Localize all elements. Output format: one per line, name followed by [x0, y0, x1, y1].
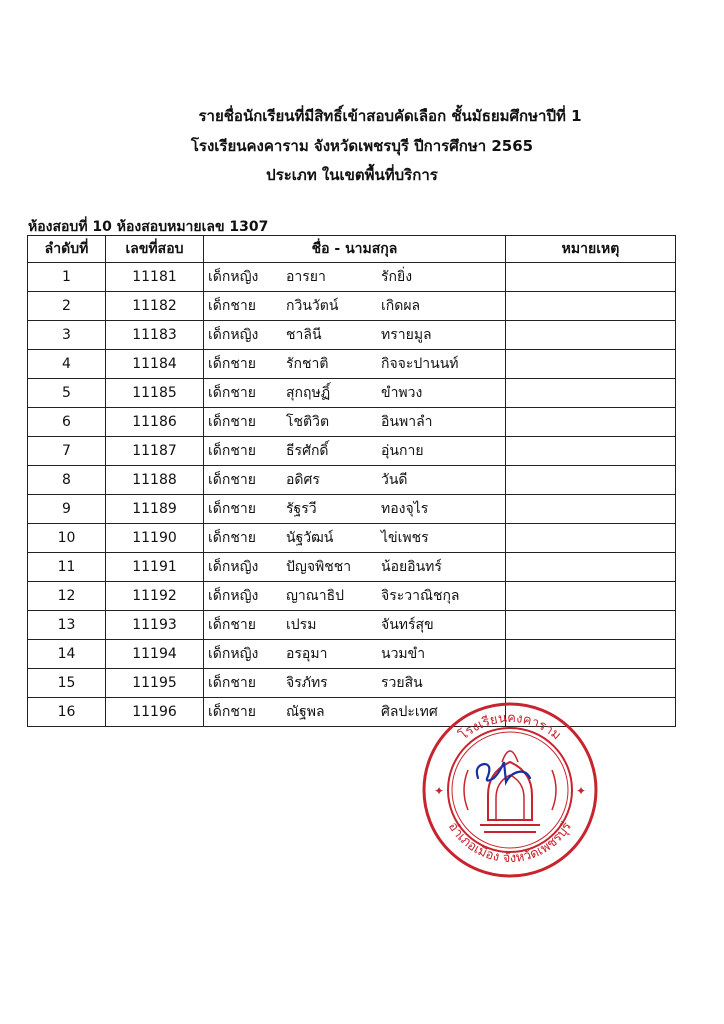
exam-id-cell: 11194 [106, 640, 204, 669]
exam-id-cell: 11181 [106, 263, 204, 292]
category-line: ประเภท ในเขตพื้นที่บริการ [266, 166, 438, 184]
name-prefix: เด็กชาย [208, 472, 256, 488]
name-cell [204, 611, 506, 640]
exam-id-cell: 11196 [106, 698, 204, 727]
remark-cell [506, 611, 676, 640]
name-prefix: เด็กชาย [208, 385, 256, 401]
name-cell [204, 379, 506, 408]
table-row [28, 263, 676, 292]
table-row [28, 466, 676, 495]
first-name: ปัญจพิชชา [286, 559, 352, 575]
order-cell: 9 [28, 495, 106, 524]
first-name: ญาณาธิป [286, 588, 345, 604]
table-row [28, 350, 676, 379]
first-name: อดิศร [286, 472, 320, 488]
name-prefix: เด็กหญิง [208, 588, 259, 604]
order-cell: 1 [28, 263, 106, 292]
name-cell [204, 350, 506, 379]
exam-id-cell: 11191 [106, 553, 204, 582]
table-row [28, 640, 676, 669]
last-name: น้อยอินทร์ [381, 559, 442, 575]
table-row [28, 524, 676, 553]
stamp-bottom-text: อำเภอเมือง จังหวัดเพชรบุรี [444, 819, 575, 867]
remark-cell [506, 495, 676, 524]
first-name: กวินวัตน์ [286, 298, 339, 314]
last-name: วันดี [381, 472, 408, 488]
name-prefix: เด็กหญิง [208, 559, 259, 575]
remark-cell [506, 437, 676, 466]
name-cell [204, 466, 506, 495]
name-prefix: เด็กหญิง [208, 269, 259, 285]
first-name: โชติวิต [286, 414, 330, 430]
name-prefix: เด็กชาย [208, 501, 256, 517]
table-row [28, 553, 676, 582]
first-name: เปรม [286, 617, 317, 633]
remark-cell [506, 321, 676, 350]
exam-id-cell: 11183 [106, 321, 204, 350]
name-cell [204, 437, 506, 466]
exam-id-cell: 11188 [106, 466, 204, 495]
exam-room-label: ห้องสอบที่ 10 ห้องสอบหมายเลข 1307 [28, 219, 269, 235]
name-prefix: เด็กหญิง [208, 646, 259, 662]
last-name: ขำพวง [381, 385, 423, 401]
table-row [28, 292, 676, 321]
name-cell [204, 582, 506, 611]
remark-cell [506, 582, 676, 611]
last-name: เกิดผล [381, 298, 421, 314]
exam-id-cell: 11182 [106, 292, 204, 321]
order-cell: 4 [28, 350, 106, 379]
first-name: นัฐวัฒน์ [286, 530, 334, 546]
remark-cell [506, 408, 676, 437]
remark-cell [506, 466, 676, 495]
order-cell: 10 [28, 524, 106, 553]
remark-cell [506, 669, 676, 698]
name-cell [204, 292, 506, 321]
last-name: รักยิ่ง [381, 269, 413, 285]
first-name: จิรภัทร [286, 675, 328, 691]
signature [470, 748, 540, 793]
remark-cell [506, 524, 676, 553]
last-name: จิระวาณิชกุล [381, 588, 460, 604]
table-row [28, 321, 676, 350]
first-name: อรอุมา [286, 646, 328, 662]
last-name: กิจจะปานนท์ [381, 356, 459, 372]
exam-id-cell: 11195 [106, 669, 204, 698]
last-name: รวยสิน [381, 675, 423, 691]
remark-cell [506, 640, 676, 669]
student-table [27, 235, 676, 727]
order-cell: 12 [28, 582, 106, 611]
first-name: รัฐรวี [286, 501, 317, 517]
exam-id-cell: 11187 [106, 437, 204, 466]
order-cell: 13 [28, 611, 106, 640]
first-name: ธีรศักดิ์ [286, 443, 329, 459]
last-name: ไข่เพชร [381, 530, 429, 546]
remark-cell [506, 379, 676, 408]
header-fullname: ชื่อ - นามสกุล [204, 236, 506, 263]
name-cell [204, 408, 506, 437]
order-cell: 11 [28, 553, 106, 582]
order-cell: 14 [28, 640, 106, 669]
last-name: นวมขำ [381, 646, 426, 662]
last-name: ทรายมูล [381, 327, 432, 343]
first-name: สุกฤษฏิ์ [286, 385, 331, 401]
last-name: อุ่นกาย [381, 443, 424, 459]
order-cell: 8 [28, 466, 106, 495]
table-row [28, 408, 676, 437]
exam-id-cell: 11185 [106, 379, 204, 408]
remark-cell [506, 553, 676, 582]
star-mark-right: ✦ [576, 784, 587, 798]
order-cell: 2 [28, 292, 106, 321]
exam-id-cell: 11184 [106, 350, 204, 379]
order-cell: 7 [28, 437, 106, 466]
last-name: จันทร์สุข [381, 617, 434, 633]
document-title: รายชื่อนักเรียนที่มีสิทธิ์เข้าสอบคัดเลือก ชั้นมัธยมศึกษาปีที่ 1 [198, 107, 582, 125]
name-prefix: เด็กชาย [208, 617, 256, 633]
school-line: โรงเรียนคงคาราม จังหวัดเพชรบุรี ปีการศึกษา 2565 [190, 137, 534, 155]
order-cell: 15 [28, 669, 106, 698]
last-name: ทองจุไร [381, 501, 429, 517]
exam-id-cell: 11189 [106, 495, 204, 524]
table-row [28, 437, 676, 466]
last-name: อินพาลำ [381, 414, 433, 430]
name-cell [204, 640, 506, 669]
name-prefix: เด็กหญิง [208, 327, 259, 343]
name-cell [204, 524, 506, 553]
header-order: ลำดับที่ [28, 236, 106, 263]
name-cell [204, 321, 506, 350]
first-name: ณัฐพล [286, 704, 325, 720]
name-prefix: เด็กชาย [208, 675, 256, 691]
star-mark-left: ✦ [434, 784, 445, 798]
remark-cell [506, 263, 676, 292]
name-prefix: เด็กชาย [208, 414, 256, 430]
name-prefix: เด็กชาย [208, 356, 256, 372]
name-cell [204, 669, 506, 698]
name-cell [204, 263, 506, 292]
name-prefix: เด็กชาย [208, 530, 256, 546]
stamp-top-text: โรงเรียนคงคาราม [456, 710, 564, 744]
exam-id-cell: 11190 [106, 524, 204, 553]
first-name: รักชาติ [286, 356, 329, 372]
name-prefix: เด็กชาย [208, 704, 256, 720]
header-exam-id: เลขที่สอบ [106, 236, 204, 263]
first-name: อารยา [286, 269, 326, 285]
table-row [28, 611, 676, 640]
name-cell [204, 553, 506, 582]
name-prefix: เด็กชาย [208, 443, 256, 459]
table-header-row [28, 236, 676, 263]
table-row [28, 669, 676, 698]
remark-cell [506, 350, 676, 379]
first-name: ชาลินี [286, 327, 322, 343]
table-row [28, 495, 676, 524]
name-cell [204, 495, 506, 524]
order-cell: 16 [28, 698, 106, 727]
exam-id-cell: 11193 [106, 611, 204, 640]
exam-id-cell: 11186 [106, 408, 204, 437]
exam-id-cell: 11192 [106, 582, 204, 611]
table-row [28, 379, 676, 408]
name-prefix: เด็กชาย [208, 298, 256, 314]
order-cell: 6 [28, 408, 106, 437]
remark-cell [506, 292, 676, 321]
table-row [28, 582, 676, 611]
header-remark: หมายเหตุ [506, 236, 676, 263]
order-cell: 5 [28, 379, 106, 408]
last-name: ศิลปะเทศ [381, 704, 438, 720]
order-cell: 3 [28, 321, 106, 350]
